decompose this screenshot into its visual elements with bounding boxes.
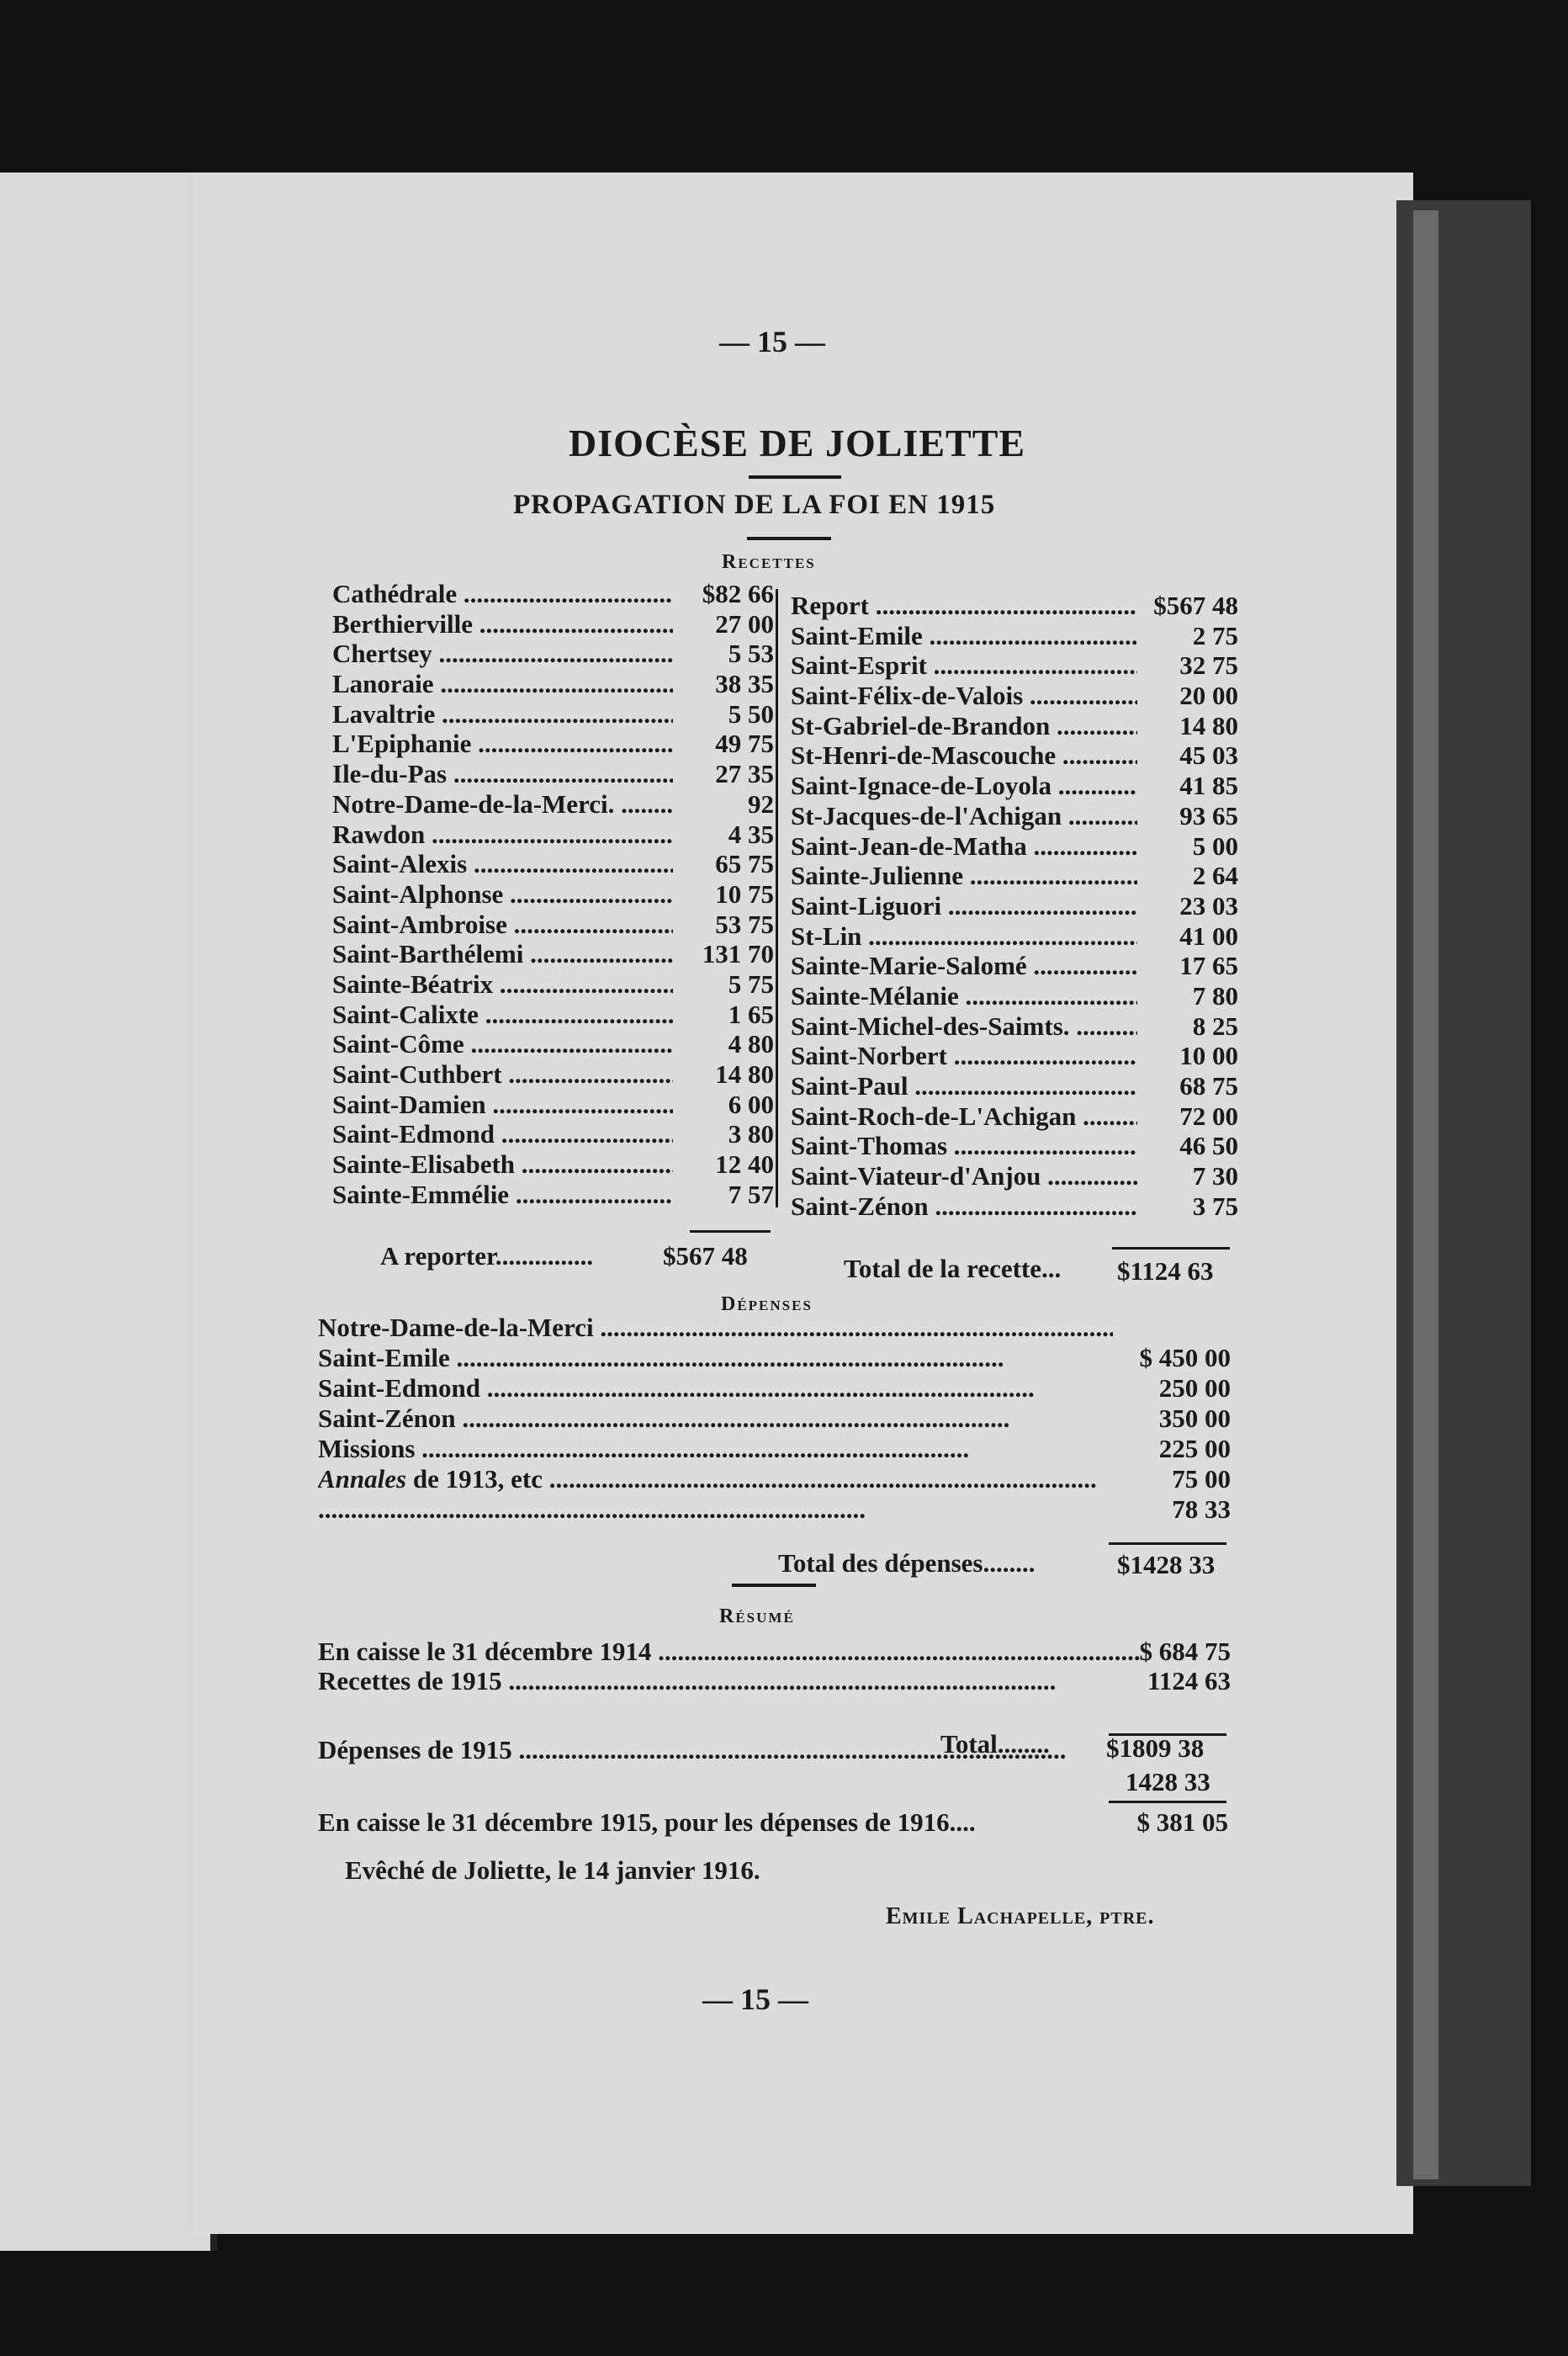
depense-row [318,1404,1231,1434]
row-amount: 45 03 [1179,740,1238,771]
table-row [791,861,1238,891]
table-row [332,1000,774,1030]
row-amount: 32 75 [1179,650,1238,681]
row-name: St-Gabriel-de-Brandon ..... [791,711,1137,741]
table-row [791,711,1238,741]
depense-name [318,1404,1113,1434]
resume-total-amount: $1809 38 [1106,1733,1205,1763]
depense-amount: $ 450 00 [1139,1343,1231,1372]
resume-row-depenses: Dépenses de 1915 ..... [318,1735,1092,1765]
title-rule [749,475,841,479]
depense-name [318,1434,1113,1464]
row-name: Saint-Ambroise ..... [332,910,673,940]
resume-row-caisse-1915: En caisse le 31 décembre 1915, pour les dépenses de 1916.... $ 381 05 [318,1807,1228,1837]
row-amount: 49 75 [715,729,774,759]
table-row [791,591,1238,621]
table-row [332,1149,774,1180]
row-name: Saint-Félix-de-Valois ..... [791,681,1137,711]
row-amount: 92 [748,788,774,819]
total-depenses-amount: $1428 33 [1117,1550,1216,1579]
row-name: Sainte-Emmélie ..... [332,1180,673,1210]
row-amount: 5 00 [1192,830,1238,861]
row-amount: 131 70 [702,939,774,969]
row-amount: 10 75 [715,878,774,909]
subtitle-rule [747,537,831,540]
table-row [332,579,774,609]
table-row [332,729,774,759]
table-row [332,759,774,789]
left-page [0,172,210,2251]
page-number-top: — 15 — [719,325,825,358]
table-row [332,1090,774,1120]
depense-amount [1113,1313,1231,1343]
resume-heading: Résumé [719,1605,795,1627]
total-depenses-label: Total des dépenses........ [778,1548,1036,1578]
total-recette-amount: $1124 63 [1117,1256,1214,1286]
row-amount: 2 75 [1192,620,1238,650]
place-date: Evêché de Joliette, le 14 janvier 1916. [345,1855,760,1885]
a-reporter-amount: $567 48 [663,1241,748,1271]
row-amount: 12 40 [715,1149,774,1180]
table-row [332,639,774,669]
depense-amount: 75 00 [1172,1464,1231,1494]
right-sum-rule [1112,1247,1230,1250]
row-name: Sainte-Béatrix ..... [332,969,673,1000]
resume-sum-rule-2 [1109,1801,1226,1803]
table-row [332,669,774,699]
table-row [791,831,1238,862]
row-name: Saint-Ignace-de-Loyola ..... [791,771,1137,801]
row-amount: 23 03 [1179,890,1238,921]
table-row [791,921,1238,952]
row-amount: 53 75 [715,909,774,939]
row-amount: 41 85 [1179,771,1238,801]
row-name: Cathédrale ..... [332,579,673,609]
row-amount: 4 35 [728,819,774,849]
row-name: Saint-Norbert ..... [791,1041,1137,1071]
table-row [791,891,1238,921]
depense-name-text: Notre-Dame-de-la-Merci [318,1313,594,1342]
row-name: Sainte-Elisabeth ..... [332,1149,673,1180]
row-name: Report ..... [791,591,1137,621]
row-name: Lavaltrie ..... [332,699,673,730]
row-name: Saint-Viateur-d'Anjou ..... [791,1161,1137,1191]
row-amount: 27 35 [715,759,774,789]
row-amount: 93 65 [1179,800,1238,830]
table-row [791,1131,1238,1161]
row-amount: 68 75 [1179,1071,1238,1101]
row-name: Saint-Roch-de-L'Achigan ..... [791,1101,1137,1132]
row-amount: 14 80 [715,1059,774,1089]
page-title: DIOCÈSE DE JOLIETTE [569,422,1026,464]
row-name: Lanoraie ..... [332,669,673,699]
depenses-sum-rule [1109,1542,1226,1545]
depense-name [318,1343,1113,1373]
row-amount: 65 75 [715,849,774,879]
table-row [332,939,774,969]
row-name: Sainte-Julienne ..... [791,861,1137,891]
row-amount: 6 00 [728,1089,774,1119]
resume-rule [732,1584,816,1587]
table-row [332,969,774,1000]
depense-amount: 78 33 [1172,1494,1231,1524]
column-divider [776,589,778,1207]
row-amount: 2 64 [1192,861,1238,891]
depense-row [318,1373,1231,1404]
table-row [332,699,774,730]
row-amount: 38 35 [715,669,774,699]
row-amount: 8 25 [1192,1011,1238,1041]
table-row [791,1161,1238,1191]
row-name: Sainte-Marie-Salomé ..... [791,951,1137,981]
row-name: Sainte-Mélanie ..... [791,981,1137,1011]
depense-amount: 250 00 [1158,1373,1231,1403]
table-row [332,910,774,940]
row-amount: 14 80 [1179,710,1238,740]
resume-total-label: Total........ [940,1729,1050,1759]
recettes-heading: Recettes [722,551,816,573]
row-name: Saint-Edmond ..... [332,1119,673,1149]
resume-depenses-amount: 1428 33 [1126,1767,1210,1796]
table-row [332,820,774,850]
table-row [332,1119,774,1149]
row-name: Berthierville ..... [332,609,673,639]
depense-name [318,1494,1113,1525]
depense-row [318,1313,1231,1343]
table-row [791,951,1238,981]
depense-amount: 350 00 [1158,1404,1231,1433]
row-name: Saint-Emile ..... [791,621,1137,651]
depense-name [318,1313,1113,1343]
signature: Emile Lachapelle, ptre. [886,1903,1155,1929]
row-name: L'Epiphanie ..... [332,729,673,759]
resume-row-caisse-1914: En caisse le 31 décembre 1914 ..... $ 684 75 [318,1637,1231,1667]
row-name: Saint-Calixte ..... [332,1000,673,1030]
recettes-right-column [791,591,1238,1221]
table-row [332,849,774,879]
row-name: Ile-du-Pas ..... [332,759,673,789]
depense-name-text: Missions [318,1434,416,1463]
table-row [791,1071,1238,1101]
depense-name-text: Saint-Edmond [318,1373,480,1403]
table-row [791,1041,1238,1071]
row-amount: 5 50 [728,698,774,729]
table-row [791,1191,1238,1222]
table-row [791,981,1238,1011]
row-name: Saint-Michel-des-Saimts. ..... [791,1011,1137,1042]
table-row [332,609,774,639]
row-name: St-Henri-de-Mascouche ..... [791,740,1137,771]
row-amount: 17 65 [1179,951,1238,981]
left-sum-rule [690,1230,771,1233]
table-row [332,1059,774,1090]
row-name: Saint-Thomas ..... [791,1131,1137,1161]
row-name: Saint-Côme ..... [332,1029,673,1059]
table-row [791,681,1238,711]
row-amount: 7 80 [1192,980,1238,1011]
row-amount: 3 80 [728,1119,774,1149]
page-number-bottom: — 15 — [702,1982,808,2016]
row-amount: 5 53 [728,639,774,669]
row-name: Saint-Barthélemi ..... [332,939,673,969]
depense-name-text: Saint-Emile [318,1343,450,1372]
table-row [332,789,774,820]
depense-row [318,1494,1231,1525]
table-row [332,1180,774,1210]
recettes-left-column [332,579,774,1209]
row-name: Saint-Esprit ..... [791,650,1137,681]
table-row [332,1029,774,1059]
depense-name-text: de 1913, etc [406,1464,543,1494]
depense-name [318,1464,1113,1494]
book-edge-light [1413,210,1438,2179]
row-name: St-Jacques-de-l'Achigan ..... [791,801,1137,831]
table-row [791,650,1238,681]
depense-name [318,1373,1113,1404]
row-name: Rawdon ..... [332,820,673,850]
row-amount: 10 00 [1179,1041,1238,1071]
row-amount: $82 66 [702,579,774,608]
row-name: Saint-Cuthbert ..... [332,1059,673,1090]
table-row [791,740,1238,771]
total-recette-label: Total de la recette... [844,1254,1062,1283]
table-row [791,801,1238,831]
row-amount: 3 75 [1192,1191,1238,1221]
table-row [332,879,774,910]
depense-amount: 225 00 [1158,1434,1231,1463]
row-amount: 20 00 [1179,681,1238,711]
a-reporter-label: A reporter............... [380,1241,594,1271]
row-amount: $567 48 [1153,591,1238,620]
depense-name-text: Saint-Zénon [318,1404,456,1433]
row-amount: 1 65 [728,999,774,1029]
table-row [791,1101,1238,1132]
row-name: St-Lin ..... [791,921,1137,952]
table-row [791,1011,1238,1042]
row-name: Saint-Zénon ..... [791,1191,1137,1222]
row-name: Chertsey ..... [332,639,673,669]
row-name: Saint-Paul ..... [791,1071,1137,1101]
depense-name-italic: Annales [318,1464,407,1494]
row-name: Saint-Alphonse ..... [332,879,673,910]
row-name: Saint-Damien ..... [332,1090,673,1120]
table-row [791,621,1238,651]
row-amount: 41 00 [1179,921,1238,951]
depense-row [318,1343,1231,1373]
page-subtitle: PROPAGATION DE LA FOI EN 1915 [513,490,996,520]
row-amount: 27 00 [715,608,774,639]
row-amount: 7 30 [1192,1161,1238,1191]
row-amount: 7 57 [728,1179,774,1209]
row-amount: 72 00 [1179,1101,1238,1131]
resume-row-recettes: Recettes de 1915 ..... 1124 63 [318,1666,1231,1696]
depense-row [318,1434,1231,1464]
row-name: Notre-Dame-de-la-Merci. ..... [332,789,673,820]
row-name: Saint-Jean-de-Matha ..... [791,831,1137,862]
row-name: Saint-Liguori ..... [791,891,1137,921]
table-row [791,771,1238,801]
row-amount: 46 50 [1179,1131,1238,1161]
depense-row [318,1464,1231,1494]
row-amount: 5 75 [728,968,774,999]
row-name: Saint-Alexis ..... [332,849,673,879]
depenses-heading: Dépenses [721,1293,813,1315]
row-amount: 4 80 [728,1029,774,1059]
